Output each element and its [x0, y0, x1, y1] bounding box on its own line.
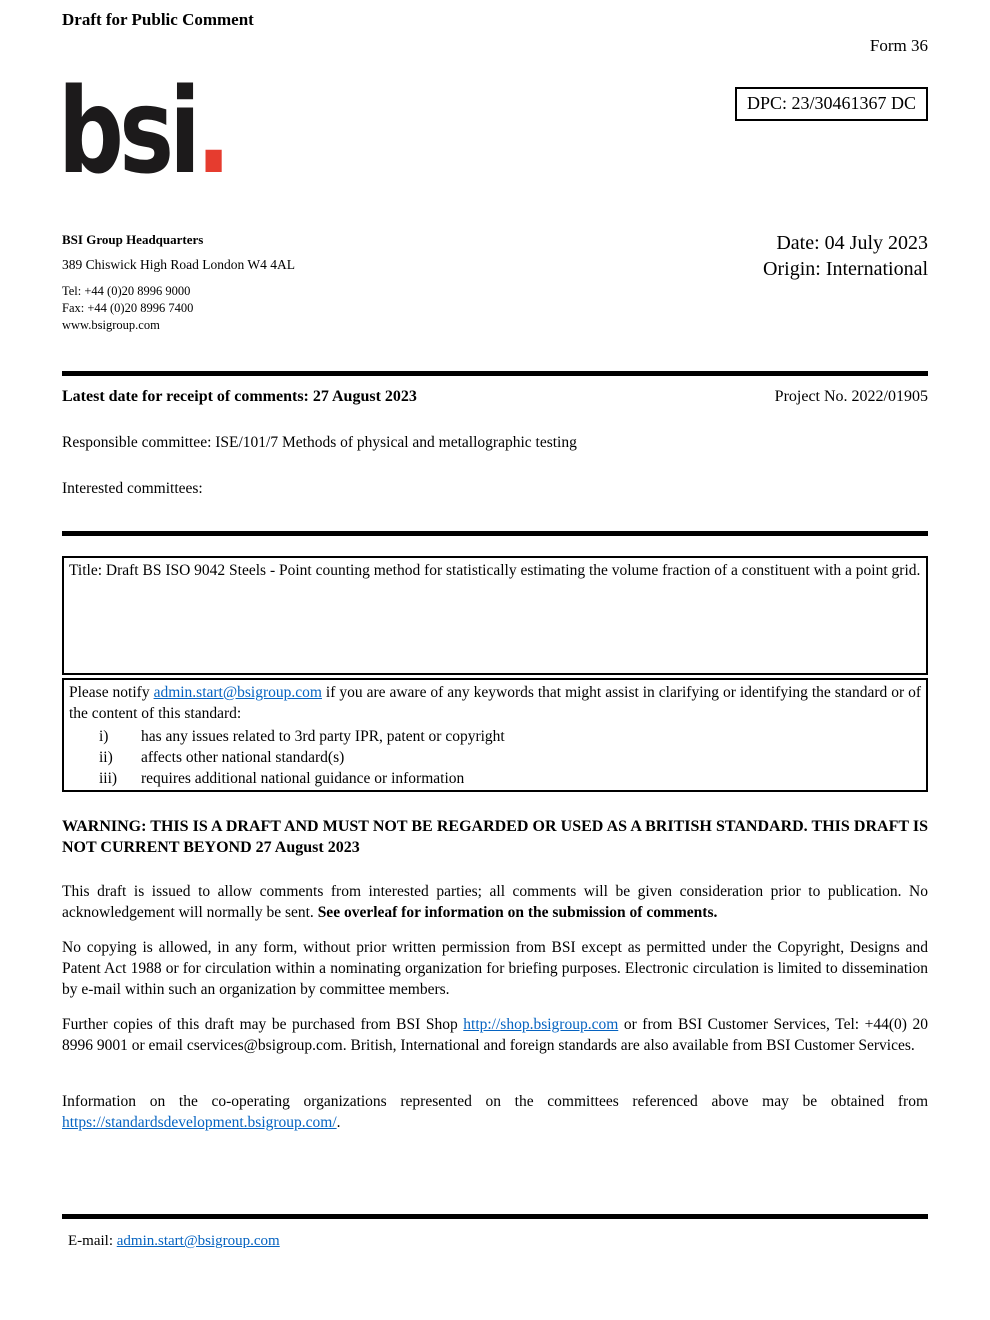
p1-normal: This draft is issued to allow comments from interested parties; all comments will be given consideration prior to publication. No acknowledgement will normally be sent. [62, 883, 928, 921]
p1-bold: See overleaf for information on the submission of comments. [317, 903, 718, 921]
standards-development-link[interactable]: https://standardsdevelopment.bsigroup.com/ [62, 1113, 337, 1131]
footer-email-link[interactable]: admin.start@bsigroup.com [116, 1233, 280, 1249]
comments-deadline-row [62, 388, 928, 406]
list-item [99, 727, 921, 748]
p3-pre: Further copies of this draft may be purchased from BSI Shop [62, 1016, 464, 1033]
latest-date-for-comments: Latest date for receipt of comments: 27 August 2023 [62, 388, 417, 405]
bsi-logo-text: bsi [58, 62, 197, 200]
responsible-committee-line: Responsible committee: ISE/101/7 Methods of physical and metallographic testing [62, 434, 577, 451]
horizontal-rule-top [62, 371, 928, 376]
bsi-shop-link[interactable]: http://shop.bsigroup.com [463, 1016, 619, 1033]
hq-title: BSI Group Headquarters [62, 232, 204, 247]
dpc-number-text: DPC: 23/30461367 DC [746, 93, 916, 113]
date-line: Date: 04 July 2023 [776, 232, 928, 254]
dpc-number-box [735, 87, 928, 121]
p3-post: or from BSI Customer Services, Tel: +44(0) 20 8996 9001 or email cservices@bsigroup.com. British, International and foreign standards are also available from BSI Customer Services. [62, 1016, 929, 1054]
paragraph-comments-consideration [62, 882, 928, 924]
list-item-text: affects other national standard(s) [141, 748, 345, 766]
list-item-marker: iii) [99, 769, 118, 787]
paragraph-cooperating-organizations [62, 1092, 928, 1134]
headquarters-block [62, 232, 295, 334]
horizontal-rule-bottom [62, 1214, 928, 1219]
hq-address: 389 Chiswick High Road London W4 4AL [62, 257, 295, 273]
list-item [99, 769, 921, 790]
footer-email-line [68, 1233, 280, 1250]
footer-email-label: E-mail: [68, 1233, 117, 1249]
list-item [99, 748, 921, 769]
form-number: Form 36 [869, 36, 928, 55]
draft-warning-text: WARNING: THIS IS A DRAFT AND MUST NOT BE REGARDED OR USED AS A BRITISH STANDARD. THIS DRAFT IS NOT CURRENT BEYOND 27 August 2023 [62, 818, 928, 857]
hq-website: www.bsigroup.com [62, 317, 160, 332]
title-box [62, 556, 928, 675]
origin-line: Origin: International [763, 258, 928, 280]
keywords-list [69, 727, 921, 790]
bsi-logo-dot: . [196, 62, 227, 200]
p4-post: . [336, 1113, 341, 1131]
list-item-marker: i) [99, 727, 109, 745]
keywords-intro-post: if you are aware of any keywords that might assist in clarifying or identifying the standard or of the content of this standard: [69, 684, 922, 722]
paragraph-further-copies [62, 1015, 928, 1057]
hq-tel: Tel: +44 (0)20 8996 9000 [62, 284, 191, 299]
date-origin-block [763, 230, 928, 282]
keywords-notify-box [62, 678, 928, 792]
keywords-intro [69, 683, 921, 725]
draft-for-public-comment-label: Draft for Public Comment [62, 10, 254, 29]
bsi-logo [58, 62, 227, 200]
keywords-intro-pre: Please notify [69, 684, 154, 701]
list-item-text: requires additional national guidance or information [141, 769, 465, 787]
admin-email-link[interactable]: admin.start@bsigroup.com [153, 684, 322, 701]
title-text: Title: Draft BS ISO 9042 Steels - Point counting method for statistically estimating the volume fraction of a constituent with a point grid. [69, 562, 921, 579]
interested-committees-line: Interested committees: [62, 480, 203, 497]
horizontal-rule-middle [62, 531, 928, 536]
list-item-marker: ii) [99, 748, 113, 766]
hq-fax: Fax: +44 (0)20 8996 7400 [62, 301, 194, 315]
p4-pre: Information on the co-operating organizations represented on the committees referenced above may be obtained from [62, 1093, 928, 1110]
paragraph-no-copying: No copying is allowed, in any form, without prior written permission from BSI except as permitted under the Copyright, Designs and Patent Act 1988 or for circulation within a nominating organization for briefing purposes. Electronic circulation is limited to dissemination by e-mail within such an organization by committee members. [62, 939, 928, 998]
list-item-text: has any issues related to 3rd party IPR, patent or copyright [141, 727, 505, 745]
project-number: Project No. 2022/01905 [774, 388, 928, 405]
